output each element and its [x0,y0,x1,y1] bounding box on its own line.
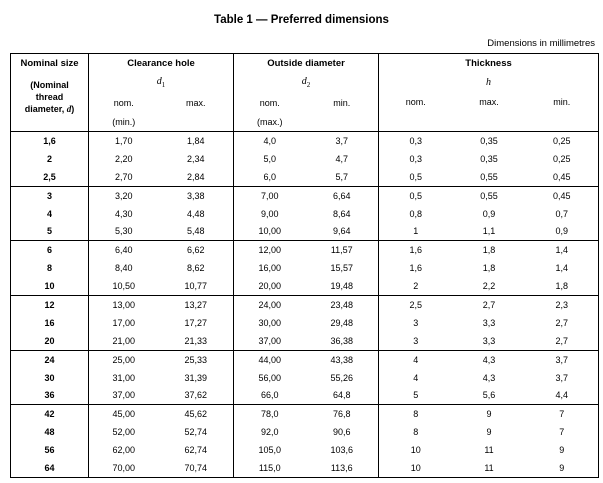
clearance-max-cell: 45,62 [159,405,234,423]
clearance-max-header: max. [185,97,206,108]
outside-min-header: min. [333,97,351,108]
thickness-max-cell: 1,1 [482,226,496,237]
thickness-min-cell: 0,7 [555,208,569,219]
clearance-nom-cell: 6,40 [89,241,159,259]
nominal-size-cell: 48 [44,427,55,438]
thickness-min-cell: 9 [559,445,565,456]
thickness-min-cell: 1,4 [526,241,599,259]
outside-min-cell: 29,48 [330,317,354,328]
nominal-size-cell: 2,5 [43,171,56,182]
thickness-max-cell: 3,3 [482,335,496,346]
thickness-min-cell: 1,8 [555,281,569,292]
thickness-max-cell: 4,3 [453,350,526,368]
clearance-nom-cell: 2,70 [89,168,159,186]
outside-nom-cell: 7,00 [234,186,306,204]
nominal-size-cell: 2 [46,153,52,164]
table-row [11,296,599,314]
thickness-min-cell: 2,7 [555,317,569,328]
table-row [11,205,599,223]
outside-min-cell: 11,57 [306,241,379,259]
clearance-max-cell: 8,62 [186,263,205,274]
thickness-nom-cell: 0,5 [379,168,453,186]
thickness-min-cell: 2,7 [555,335,569,346]
table-body [11,132,599,478]
clearance-nom-cell: 8,40 [89,259,159,277]
outside-min-cell: 4,7 [335,153,349,164]
clearance-nom-cell: 1,70 [89,132,159,150]
table-row [11,150,599,168]
outside-nom-cell: 115,0 [234,459,306,477]
clearance-nom-cell: 70,00 [89,459,159,477]
outside-nom-cell: 44,00 [234,350,306,368]
outside-nom-cell: 5,0 [234,150,306,168]
thickness-max-cell: 0,55 [453,186,526,204]
clearance-max-cell: 25,33 [159,350,234,368]
clearance-max-cell: 17,27 [184,317,208,328]
nominal-size-label: Nominal size [20,58,79,69]
clearance-nom-cell: 62,00 [89,441,159,459]
outside-min-cell: 6,64 [306,186,379,204]
clearance-hole-header: Clearance hole [89,54,234,74]
table-row [11,277,599,295]
clearance-nom-cell: 37,00 [89,386,159,404]
clearance-nom-cell: 3,20 [89,186,159,204]
thickness-max-cell: 0,35 [453,132,526,150]
thickness-min-cell: 0,25 [553,153,571,164]
clearance-max-cell: 3,38 [159,186,234,204]
clearance-max-cell: 70,74 [184,462,208,473]
outside-nom-cell: 12,00 [234,241,306,259]
table-row [11,132,599,150]
outside-nom-cell: 10,00 [234,222,306,240]
outside-min-cell: 64,8 [332,390,351,401]
table-row [11,259,599,277]
thickness-max-cell: 1,8 [453,241,526,259]
nominal-size-cell: 56 [44,445,55,456]
thickness-max-cell: 9 [453,405,526,423]
clearance-nom-cell: 4,30 [89,205,159,223]
clearance-nom-cell: 45,00 [89,405,159,423]
nominal-size-cell: 4 [46,208,52,219]
thickness-min-cell: 9 [559,462,565,473]
thickness-max-cell: 2,2 [482,281,496,292]
clearance-nom-cell: 25,00 [89,350,159,368]
outside-nom-cell: 105,0 [234,441,306,459]
thickness-min-cell: 4,4 [555,390,569,401]
nominal-size-cell: 8 [46,263,52,274]
outside-nom-cell: 56,00 [234,369,306,387]
outside-nom-cell: 9,00 [234,205,306,223]
symbol-h: h [379,74,599,92]
thickness-min-cell: 3,7 [526,350,599,368]
thickness-nom-cell: 1,6 [379,259,453,277]
thickness-min-cell: 7 [559,427,565,438]
table-row [11,386,599,404]
clearance-nom-cell: 5,30 [89,222,159,240]
clearance-nom-cell: 31,00 [89,369,159,387]
nominal-size-cell: 3 [11,186,89,204]
empty-cell [306,114,379,132]
thickness-nom-header: nom. [379,92,453,132]
thickness-min-cell: 2,3 [526,296,599,314]
clearance-nom-cell: 17,00 [89,314,159,332]
nominal-size-sublabel: (Nominal thread diameter, d) [24,80,75,114]
symbol-d2: $d_2$ [234,74,379,92]
outside-min-cell: 23,48 [306,296,379,314]
clearance-nom-cell: 21,00 [89,332,159,350]
clearance-nom-header: nom. [89,92,159,114]
outside-nom-cell: 24,00 [234,296,306,314]
nominal-size-cell: 1,6 [11,132,89,150]
outside-min-cell: 8,64 [332,208,351,219]
thickness-min-cell: 0,9 [555,226,569,237]
nominal-size-cell: 10 [44,281,55,292]
table-title: Table 1 — Preferred dimensions [214,14,389,26]
thickness-nom-cell: 4 [379,350,453,368]
clearance-nom-cell: 13,00 [89,296,159,314]
thickness-nom-cell: 8 [379,405,453,423]
thickness-max-cell: 5,6 [482,390,496,401]
clearance-max-cell: 10,77 [184,281,208,292]
empty-cell [159,114,234,132]
thickness-max-cell: 3,3 [482,317,496,328]
nominal-size-cell: 5 [46,226,52,237]
thickness-min-cell: 7 [526,405,599,423]
clearance-max-cell: 1,84 [159,132,234,150]
outside-diameter-header: Outside diameter [234,54,379,74]
clearance-max-cell: 6,62 [159,241,234,259]
outside-min-cell: 9,64 [332,226,351,237]
symbol-d1: $d_1$ [89,74,234,92]
outside-min-cell: 113,6 [330,462,353,473]
thickness-max-cell: 0,9 [482,208,496,219]
thickness-nom-cell: 10 [379,459,453,477]
nominal-size-cell: 30 [44,372,55,383]
thickness-header: Thickness [379,54,599,74]
outside-min-cell: 55,26 [330,372,354,383]
thickness-nom-cell: 0,3 [379,150,453,168]
thickness-max-cell: 0,55 [480,171,498,182]
nominal-size-cell: 20 [44,335,55,346]
thickness-nom-cell: 10 [379,441,453,459]
outside-nom-cell: 4,0 [234,132,306,150]
clearance-max-cell: 31,39 [184,372,208,383]
nominal-size-cell: 12 [11,296,89,314]
outside-max-paren: (max.) [234,114,306,132]
outside-nom-cell: 92,0 [234,423,306,441]
table-row [11,168,599,186]
clearance-max-cell: 5,48 [186,226,205,237]
table-row [11,314,599,332]
outside-min-cell: 5,7 [335,171,349,182]
clearance-max-cell: 62,74 [184,445,208,456]
table-row [11,405,599,423]
table-row [11,423,599,441]
outside-min-cell: 43,38 [306,350,379,368]
thickness-min-cell: 3,7 [555,372,569,383]
thickness-max-cell: 11 [484,462,494,473]
thickness-max-cell: 1,8 [482,263,496,274]
outside-nom-header: nom. [234,92,306,114]
table-row [11,222,599,240]
nominal-size-cell: 24 [11,350,89,368]
outside-nom-cell: 78,0 [234,405,306,423]
nominal-size-cell: 64 [44,462,55,473]
thickness-nom-cell: 0,3 [379,132,453,150]
thickness-nom-cell: 3 [379,314,453,332]
nominal-size-cell: 36 [44,390,55,401]
nominal-size-cell: 42 [11,405,89,423]
thickness-nom-cell: 0,5 [379,186,453,204]
outside-min-cell: 19,48 [330,281,354,292]
thickness-min-header: min. [553,96,571,107]
outside-min-cell: 36,38 [330,335,354,346]
thickness-min-cell: 1,4 [555,263,569,274]
clearance-max-cell: 2,84 [186,171,205,182]
clearance-nom-cell: 52,00 [89,423,159,441]
thickness-min-cell: 0,25 [526,132,599,150]
table-row [11,332,599,350]
thickness-max-cell: 9 [486,427,492,438]
thickness-nom-cell: 8 [379,423,453,441]
clearance-max-cell: 52,74 [184,427,208,438]
units-note: Dimensions in millimetres [487,38,595,49]
table-row [11,459,599,477]
nominal-size-cell: 16 [44,317,55,328]
thickness-min-cell: 0,45 [553,171,571,182]
outside-nom-cell: 30,00 [234,314,306,332]
thickness-max-header: max. [479,96,499,107]
thickness-nom-cell: 5 [379,386,453,404]
table-row [11,369,599,387]
table-row [11,241,599,259]
clearance-nom-cell: 2,20 [89,150,159,168]
outside-nom-cell: 6,0 [234,168,306,186]
clearance-max-cell: 21,33 [184,335,208,346]
thickness-min-cell: 0,45 [526,186,599,204]
clearance-min-paren: (min.) [89,114,159,132]
thickness-max-cell: 4,3 [482,372,496,383]
table-row [11,350,599,368]
clearance-max-cell: 37,62 [184,390,208,401]
outside-nom-cell: 66,0 [234,386,306,404]
outside-min-cell: 76,8 [306,405,379,423]
thickness-max-cell: 11 [484,445,494,456]
thickness-nom-cell: 4 [379,369,453,387]
nominal-size-header [11,54,89,132]
outside-min-cell: 90,6 [332,427,351,438]
clearance-nom-cell: 10,50 [89,277,159,295]
thickness-nom-cell: 3 [379,332,453,350]
thickness-nom-cell: 0,8 [379,205,453,223]
thickness-nom-cell: 2 [379,277,453,295]
table-row [11,186,599,204]
thickness-nom-cell: 2,5 [379,296,453,314]
nominal-size-cell: 6 [11,241,89,259]
thickness-max-cell: 0,35 [480,153,498,164]
outside-min-cell: 3,7 [306,132,379,150]
table-row [11,441,599,459]
clearance-max-cell: 13,27 [159,296,234,314]
outside-nom-cell: 20,00 [234,277,306,295]
thickness-nom-cell: 1 [379,222,453,240]
outside-min-cell: 103,6 [330,445,354,456]
outside-nom-cell: 16,00 [234,259,306,277]
clearance-max-cell: 4,48 [186,208,205,219]
thickness-max-cell: 2,7 [453,296,526,314]
thickness-nom-cell: 1,6 [379,241,453,259]
outside-nom-cell: 37,00 [234,332,306,350]
dimensions-table [10,53,599,478]
outside-min-cell: 15,57 [330,263,354,274]
clearance-max-cell: 2,34 [186,153,205,164]
